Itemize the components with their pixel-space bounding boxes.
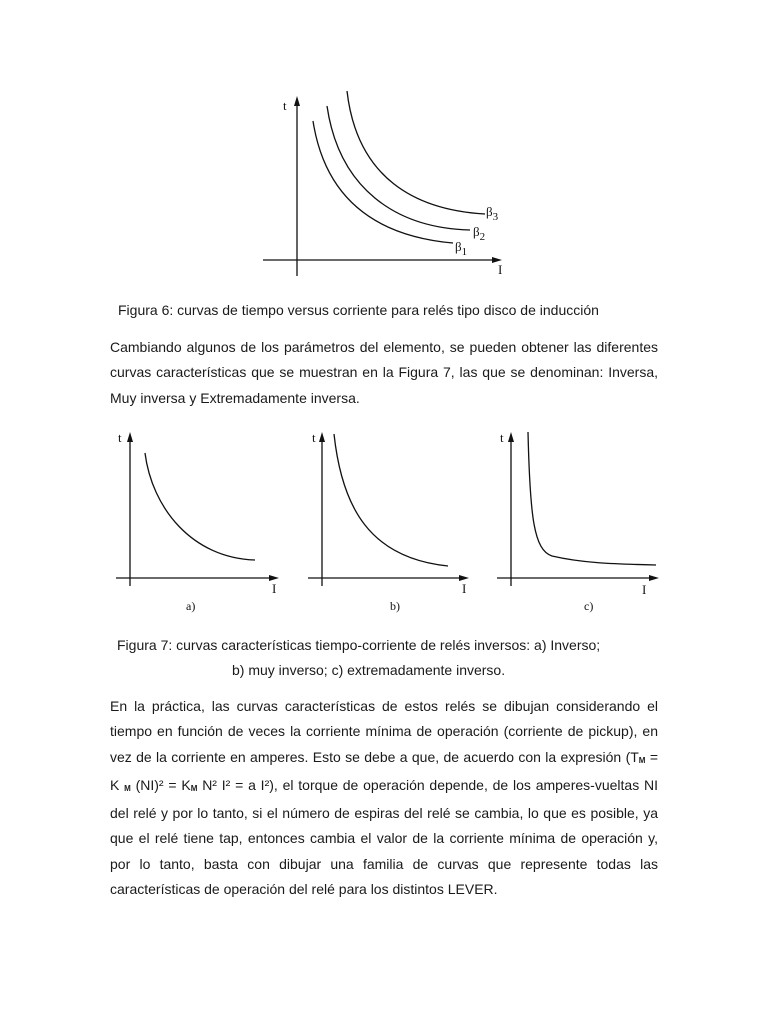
fig6-curve-beta1 bbox=[313, 121, 453, 243]
fig6-curve-beta2 bbox=[327, 106, 470, 230]
fig6-beta2-label: $\beta_2$ bbox=[473, 224, 486, 243]
fig7c-label: c) bbox=[584, 599, 594, 613]
fig7c-i-label: I bbox=[642, 582, 647, 597]
fig7b-label: b) bbox=[390, 599, 400, 613]
figure-6 bbox=[255, 88, 525, 283]
fig6-t-label: t bbox=[283, 98, 287, 113]
fig6-i-label: I bbox=[498, 262, 503, 277]
fig7a-label: a) bbox=[186, 599, 196, 613]
paragraph-1 bbox=[110, 335, 658, 411]
figure-7-caption-line2: b) muy inverso; c) extremadamente inverso. bbox=[232, 662, 506, 678]
fig6-beta3-label: $\beta_3$ bbox=[486, 204, 499, 223]
paragraph-2-text: En la práctica, las curvas características de estos relés se dibujan considerando el tiempo en función de veces la corriente mínima de operación (corriente de pickup), en vez de la corriente en amperes. Esto se debe a que, de acuerdo con la expresión (TM = K M (NI)² = KM N² I² = a I²), el torque de operación depende, de los amperes-vueltas NI del relé y por lo tanto, si el número de espiras del relé se cambia, lo que es posible, ya que el relé tiene tap, entonces cambia el valor de la corriente mínima de operación y, por lo tanto, basta con dibujar una familia de curvas que represente todas las características de operación del relé para los distintos LEVER. bbox=[110, 698, 658, 898]
fig7-panel-c bbox=[497, 430, 659, 613]
fig6-y-arrow bbox=[294, 96, 300, 106]
figure-7 bbox=[112, 428, 672, 618]
fig6-beta1-label: $\beta_1$ bbox=[455, 239, 468, 258]
fig7b-i-label: I bbox=[462, 581, 467, 596]
paragraph-1-text: Cambiando algunos de los parámetros del elemento, se pueden obtener las diferentes curvas características que se muestran en la Figura 7, las que se denominan: Inversa, Muy inversa y Extremadamente inversa. bbox=[110, 339, 658, 406]
figure-6-caption: Figura 6: curvas de tiempo versus corriente para relés tipo disco de inducción bbox=[118, 302, 599, 318]
fig7c-t-label: t bbox=[500, 430, 504, 445]
figure-7-caption-line1: Figura 7: curvas características tiempo-corriente de relés inversos: a) Inverso; bbox=[117, 637, 601, 653]
fig6-curve-beta3 bbox=[347, 91, 485, 214]
fig7b-curve bbox=[334, 434, 448, 566]
fig7a-curve bbox=[145, 453, 255, 560]
fig7a-t-label: t bbox=[118, 430, 122, 445]
fig7c-curve bbox=[528, 432, 656, 565]
fig7b-t-label: t bbox=[312, 430, 316, 445]
paragraph-2 bbox=[110, 694, 658, 902]
fig7-panel-a bbox=[116, 430, 279, 613]
fig7a-i-label: I bbox=[272, 581, 277, 596]
fig7-panel-b bbox=[308, 430, 469, 613]
